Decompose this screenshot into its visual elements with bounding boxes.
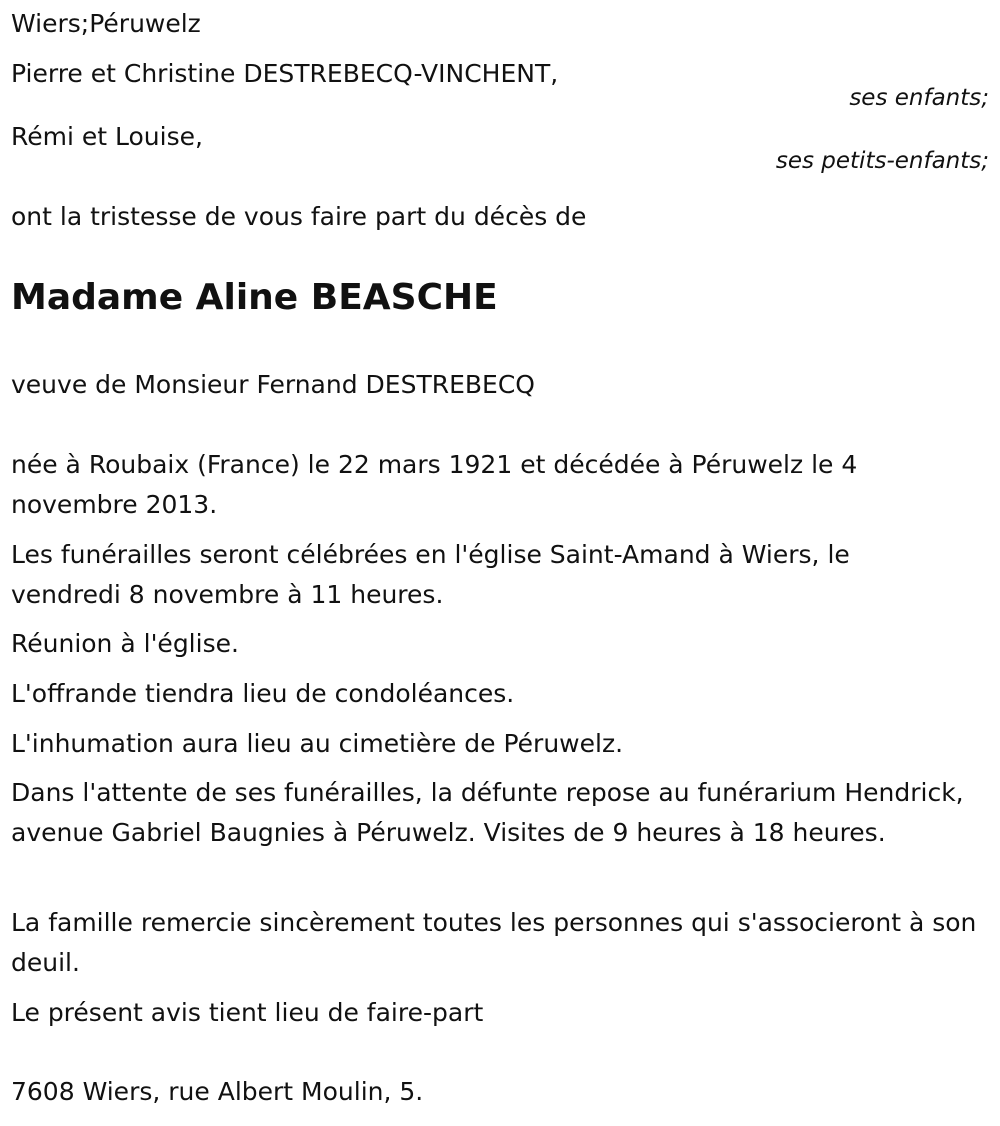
deceased-name: Madame Aline BEASCHE	[11, 277, 498, 318]
notice-text: Le présent avis tient lieu de faire-part	[11, 998, 484, 1027]
grandchildren-role: ses petits-enfants;	[775, 148, 989, 174]
burial-text: L'inhumation aura lieu au cimetière de Péruwelz.	[11, 729, 624, 758]
grandchildren-names: Rémi et Louise,	[11, 122, 203, 151]
children-names: Pierre et Christine DESTREBECQ-VINCHENT,	[11, 59, 559, 88]
funeral-text: Les funérailles seront célébrées en l'église Saint-Amand à Wiers, le vendredi 8 novembre à 11 heures.	[11, 540, 850, 609]
repose-text: Dans l'attente de ses funérailles, la défunte repose au funérarium Hendrick, avenue Gabriel Baugnies à Péruwelz. Visites de 9 heures à 18 heures.	[11, 778, 964, 847]
announcement-intro: ont la tristesse de vous faire part du décès de	[11, 202, 587, 231]
thanks-text: La famille remercie sincèrement toutes les personnes qui s'associeront à son deuil.	[11, 908, 977, 977]
birth-death-text: née à Roubaix (France) le 22 mars 1921 et décédée à Péruwelz le 4 novembre 2013.	[11, 450, 858, 519]
offering-text: L'offrande tiendra lieu de condoléances.	[11, 679, 515, 708]
widow-of: veuve de Monsieur Fernand DESTREBECQ	[11, 370, 535, 399]
children-role: ses enfants;	[849, 85, 989, 111]
address: 7608 Wiers, rue Albert Moulin, 5.	[11, 1077, 424, 1106]
location-header: Wiers;Péruwelz	[11, 9, 201, 38]
meeting-text: Réunion à l'église.	[11, 629, 239, 658]
